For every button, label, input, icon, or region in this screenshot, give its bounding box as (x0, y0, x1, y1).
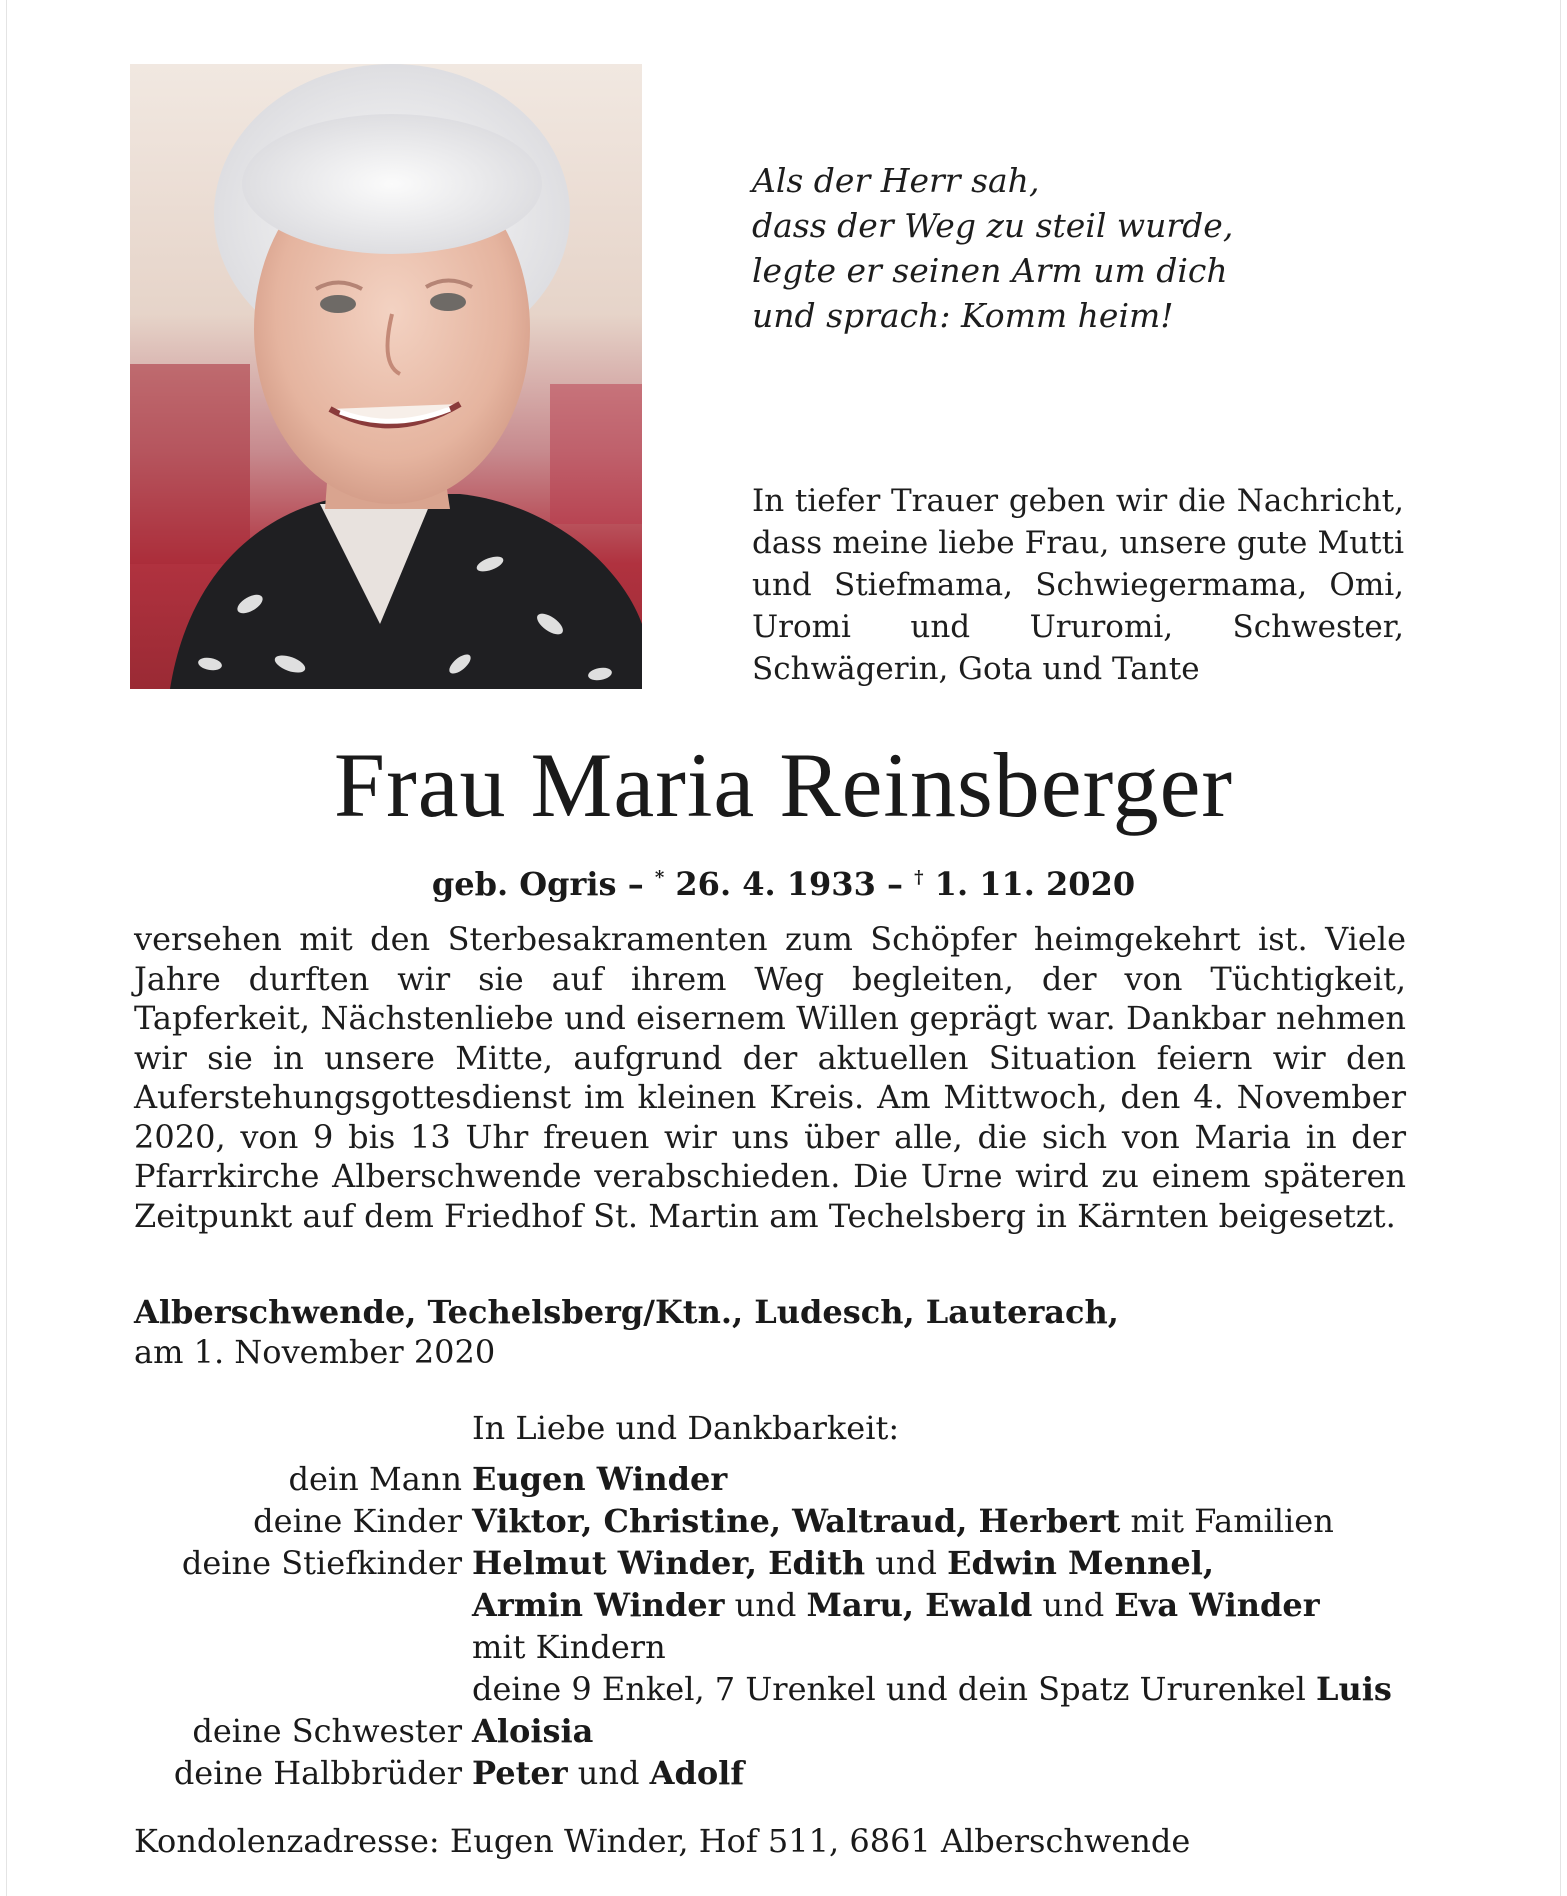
body-text: versehen mit den Sterbesakramenten zum Schöpfer heimgekehrt ist. Viele Jahre durften wir sie auf ihrem Weg begleiten, der von Tüchtigkeit, Tapferkeit, Nächstenliebe und eisernem Willen geprägt war. Dankbar nehmen wir sie in unsere Mitte, aufgrund der aktuellen Situation feiern wir den Auferstehungsgottesdienst im kleinen Kreis. Am Mittwoch, den 4. November 2020, von 9 bis 13 Uhr freuen wir uns über alle, die sich von Maria in der Pfarrkirche Alberschwende verabschieden. Die Urne wird zu einem späteren Zeitpunkt auf dem Friedhof St. Martin am Techelsberg in Kärnten beigesetzt. (134, 920, 1406, 1235)
family-name: Aloisia (472, 1712, 594, 1750)
life-dates (0, 858, 1567, 904)
poem (752, 158, 1452, 338)
death-symbol: † (914, 867, 924, 888)
family-names (472, 1668, 1392, 1710)
family-row (0, 1710, 1567, 1752)
family-name: Maru, Ewald (806, 1586, 1033, 1624)
family-text: und (865, 1544, 948, 1582)
maiden-name: geb. Ogris – (431, 865, 644, 903)
poem-line: und sprach: Komm heim! (752, 296, 1174, 335)
relation-label: deine Kinder (253, 1502, 462, 1540)
family-name: Eva Winder (1114, 1586, 1320, 1624)
family-name: Peter (472, 1754, 568, 1792)
thanks-line: In Liebe und Dankbarkeit: (472, 1409, 900, 1447)
family-text: deine 9 Enkel, 7 Urenkel und dein Spatz Ururenkel (472, 1670, 1316, 1708)
relation-label: deine Halbbrüder (173, 1754, 462, 1792)
family-names (472, 1458, 727, 1500)
family-names (472, 1542, 1214, 1584)
birth-date: 26. 4. 1933 – (675, 865, 903, 903)
birth-symbol: * (654, 867, 665, 888)
relation-label: deine Stiefkinder (181, 1544, 462, 1582)
poem-line: legte er seinen Arm um dich (752, 251, 1228, 290)
family-row (0, 1458, 1567, 1500)
places: Alberschwende, Techelsberg/Ktn., Ludesch, Lauterach, (134, 1293, 1119, 1331)
place-date: am 1. November 2020 (134, 1333, 496, 1371)
family-name: Edwin Mennel, (947, 1544, 1214, 1582)
portrait-icon (130, 64, 642, 689)
family-name: Helmut Winder, Edith (472, 1544, 866, 1582)
family-text: und (1032, 1586, 1115, 1624)
death-date: 1. 11. 2020 (934, 865, 1136, 903)
family-name: Adolf (649, 1754, 745, 1792)
relation-label: deine Schwester (192, 1712, 462, 1750)
family-name: Luis (1316, 1670, 1392, 1708)
family-list (0, 1458, 1567, 1794)
family-name: Armin Winder (472, 1586, 725, 1624)
deceased-name: Frau Maria Reinsberger (333, 734, 1234, 836)
relation-label: dein Mann (288, 1460, 462, 1498)
family-row (0, 1584, 1567, 1626)
poem-line: Als der Herr sah, (752, 161, 1040, 200)
family-names (472, 1626, 666, 1668)
family-row (0, 1500, 1567, 1542)
family-row (0, 1626, 1567, 1668)
family-row (0, 1752, 1567, 1794)
family-row (0, 1542, 1567, 1584)
family-name: Viktor, Christine, Waltraud, Herbert (472, 1502, 1121, 1540)
places-block (134, 1292, 1434, 1372)
family-text: und (724, 1586, 807, 1624)
family-names (472, 1584, 1320, 1626)
family-row (0, 1668, 1567, 1710)
family-name: Eugen Winder (472, 1460, 728, 1498)
family-text: und (567, 1754, 650, 1792)
family-names (472, 1752, 744, 1794)
condolence-address: Kondolenzadresse: Eugen Winder, Hof 511, 6861 Alberschwende (134, 1822, 1191, 1860)
family-text: mit Kindern (472, 1628, 666, 1666)
family-text: mit Familien (1120, 1502, 1334, 1540)
family-names (472, 1710, 593, 1752)
announcement-text: In tiefer Trauer geben wir die Nachricht, dass meine liebe Frau, unsere gute Mutti und Stiefmama, Schwiegermama, Omi, Uromi und Ururomi, Schwester, Schwägerin, Gota und Tante (752, 483, 1404, 687)
portrait-photo (130, 64, 642, 689)
family-names (472, 1500, 1334, 1542)
poem-line: dass der Weg zu steil wurde, (752, 206, 1234, 245)
